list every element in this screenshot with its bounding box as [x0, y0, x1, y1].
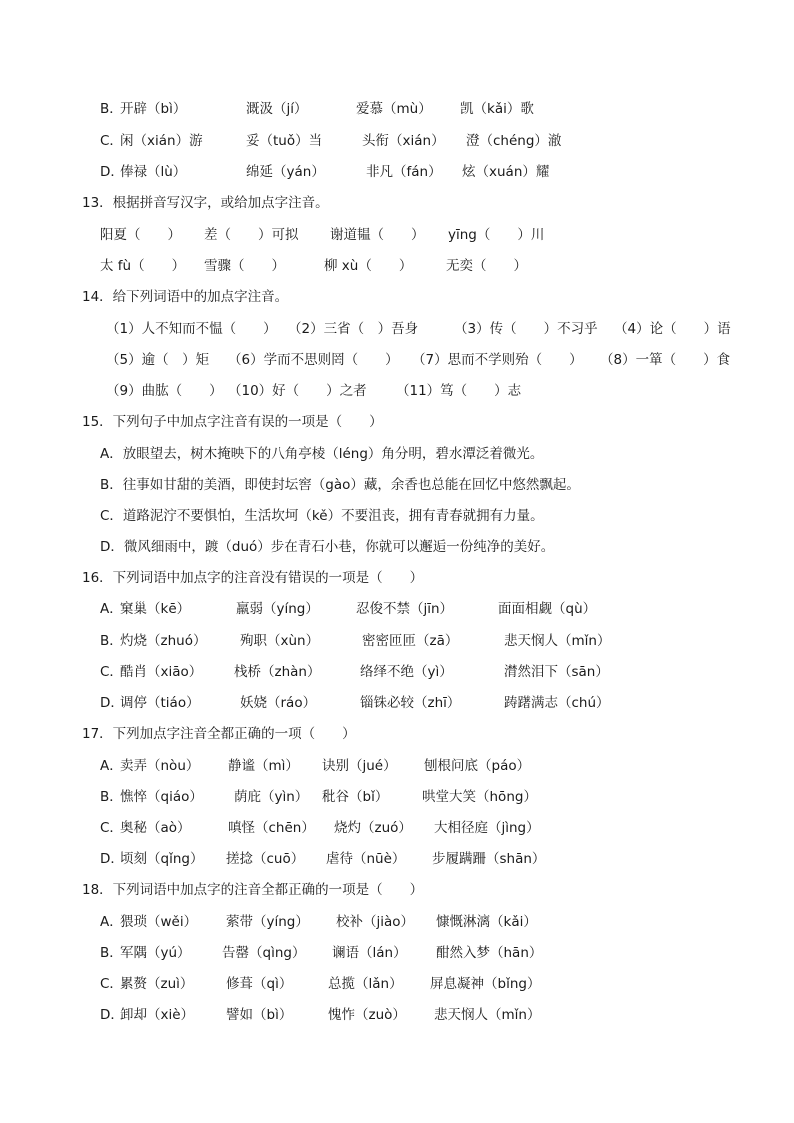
document-page: B． 开辟（bì） 溉汲（jí） 爱慕（mù） 凯（kǎi）歌 C． 闲（xián）游 妥（tuǒ）当 头衔（xián） 澄（chéng）澈 D． 俸禄（lù） 绵延（yán） 非凡（fán） 炫（xuán）耀 13．根据拼音写汉字，或给加点字注音。 阳夏（ ） 差（ ）可拟 谢道韫（ ） yīng（ ）川 太 fù（ ） 雪骤（ ） 柳 xù（ ） 无奕（ ） 14．给下列词语中的加点字注音。 （1）人不知而不愠（ ） （2）三省（ ）吾身 （3）传（ ）不习乎 （4）论（ ）语 （5）逾（ ）矩 （6）学而不思则罔（ ） （7）思而不学则殆（ ） （8）一箪（ ）食 （9）曲肱（ ） （10）好（ ）之者 （11）笃（ ）志 15．下列句子中加点字注音有误的一项是（ ） A．放眼望去，树木掩映下的八角亭棱（léng）角分明，碧水潭泛着微光。 B．往事如甘甜的美酒，即使封坛窖（gào）藏，余香也总能在回忆中悠然飘起。 C．道路泥泞不要惧怕，生活坎坷（kě）不要沮丧，拥有青春就拥有力量。 D．微风细雨中，踱（duó）步在青石小巷，你就可以邂逅一份纯净的美好。 16．下列词语中加点字的注音没有错误的一项是（ ） A． 窠巢（kē） 羸弱（yíng） 忍俊不禁（jīn） 面面相觑（qù） B． 灼烧（zhuó） 殉职（xùn） 密密匝匝（zā） 悲天悯人（mǐn） C． 酷肖（xiāo） 栈桥（zhàn） 络绎不绝（yì） 潸然泪下（sān） D． 调停（tiáo） 妖娆（ráo） 锱铢必较（zhī） 踌躇满志（chú） 17．下列加点字注音全都正确的一项（ ） A． 卖弄（nòu） 静谧（mì） 诀别（jué） 刨根问底（páo） B． 憔悴（qiáo） 荫庇（yìn） 秕谷（bǐ） 哄堂大笑（hōng） C． 奥秘（aò） 嗔怪（chēn） 烧灼（zuó） 大相径庭（jìng） D． 顷刻（qǐng） 搓捻（cuō） 虐待（nūè） 步履蹒跚（shān） 18．下列词语中加点字的注音全都正确的一项是（ ） A． 猥琐（wěi） 萦带（yíng） 校补（jiào） 慷慨淋漓（kǎi） B． 军隅（yú） 告罄（qìng） 谰语（lán） 酣然入梦（hān） C． 累赘（zuì） 修葺（qì） 总揽（lǎn） 屏息凝神（bǐng） D． 卸却（xiè） 譬如（bì） 愧怍（zuò） 悲天悯人（mǐn） [82, 101, 731, 1023]
q17-stem: 17．下列加点字注音全都正确的一项（ ） [82, 726, 356, 742]
q15-stem: 15．下列句子中加点字注音有误的一项是（ ） [82, 414, 383, 430]
q16-stem: 16．下列词语中加点字的注音没有错误的一项是（ ） [82, 570, 424, 586]
q15-option-c: C．道路泥泞不要惧怕，生活坎坷（kě）不要沮丧，拥有青春就拥有力量。 [100, 508, 544, 524]
q14-stem: 14．给下列词语中的加点字注音。 [82, 289, 289, 305]
q18-stem: 18．下列词语中加点字的注音全都正确的一项是（ ） [82, 882, 424, 898]
q15-option-b: B．往事如甘甜的美酒，即使封坛窖（gào）藏，余香也总能在回忆中悠然飘起。 [100, 477, 580, 493]
q15-option-d: D．微风细雨中，踱（duó）步在青石小巷，你就可以邂逅一份纯净的美好。 [100, 539, 555, 555]
q13-stem: 13．根据拼音写汉字，或给加点字注音。 [82, 195, 329, 211]
q15-option-a: A．放眼望去，树木掩映下的八角亭棱（léng）角分明，碧水潭泛着微光。 [100, 446, 544, 462]
